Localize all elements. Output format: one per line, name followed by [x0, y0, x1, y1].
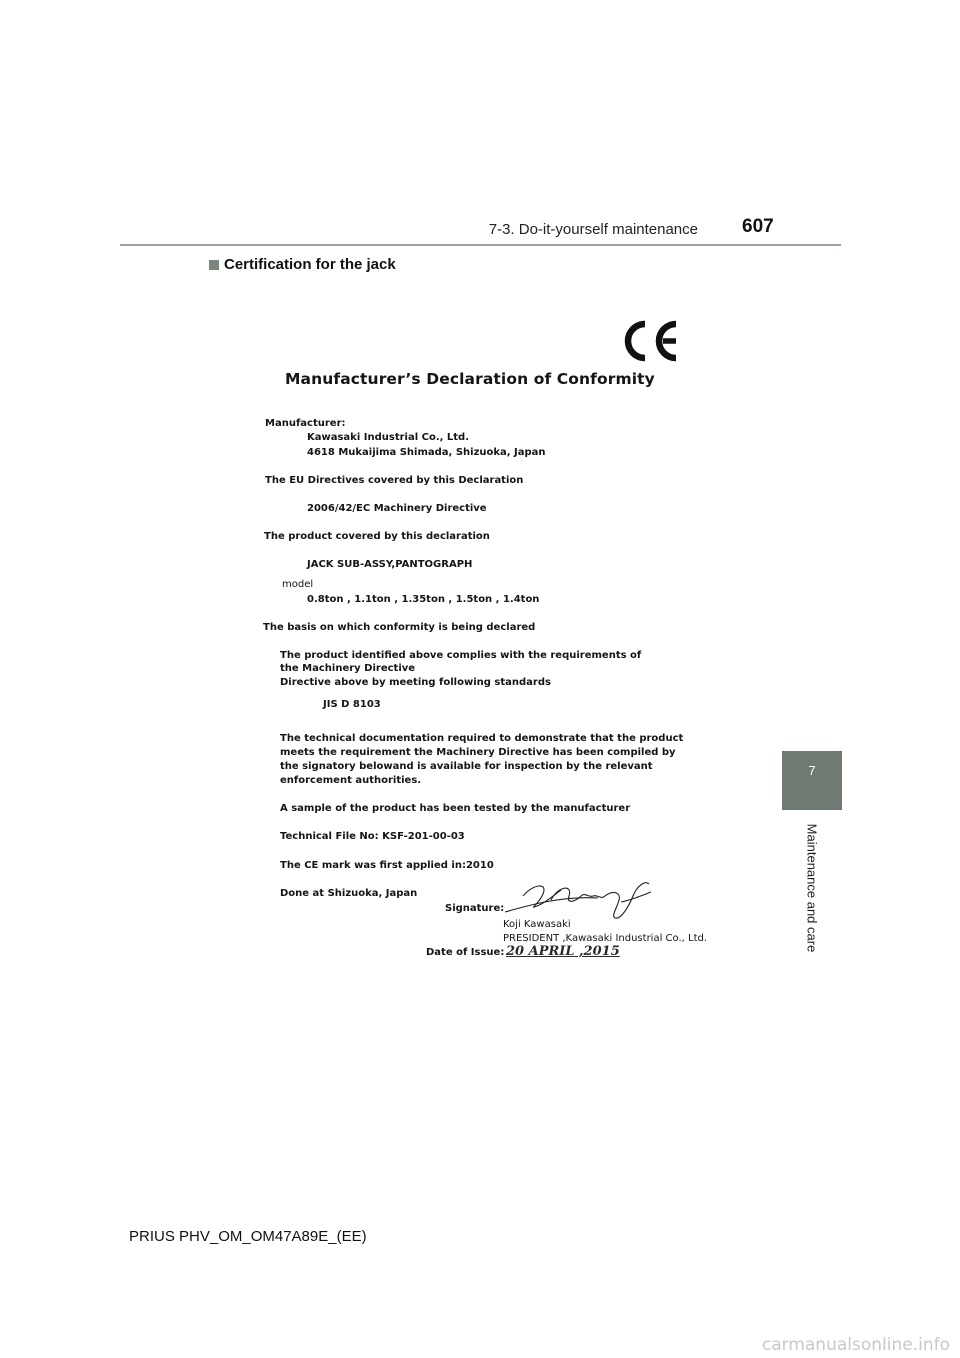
model-list: 0.8ton , 1.1ton , 1.35ton , 1.5ton , 1.4ton — [307, 594, 540, 605]
manufacturer-name: Kawasaki Industrial Co., Ltd. — [307, 432, 470, 443]
ce-first-applied: The CE mark was first applied in:2010 — [280, 860, 494, 871]
basis-line-3: Directive above by meeting following standards — [280, 677, 551, 688]
sample-statement: A sample of the product has been tested by the manufacturer — [280, 803, 631, 814]
model-label: model — [282, 579, 314, 590]
signatory-name: Koji Kawasaki — [503, 919, 571, 930]
section-heading-text: Certification for the jack — [224, 256, 396, 273]
page-number: 607 — [742, 216, 774, 237]
product-label: The product covered by this declaration — [264, 531, 490, 542]
basis-line-2: the Machinery Directive — [280, 663, 416, 674]
site-watermark: carmanualsonline.info — [761, 1335, 950, 1355]
documentation-line-3: the signatory belowand is available for inspection by the relevant — [280, 761, 653, 772]
chapter-tab-label: Maintenance and care — [804, 823, 820, 953]
product-name: JACK SUB-ASSY,PANTOGRAPH — [307, 559, 473, 570]
standard-name: JIS D 8103 — [323, 699, 381, 710]
directives-label: The EU Directives covered by this Declaration — [265, 475, 524, 486]
chapter-tab-number: 7 — [808, 763, 816, 778]
document-code-footer: PRIUS PHV_OM_OM47A89E_(EE) — [129, 1228, 367, 1245]
documentation-line-1: The technical documentation required to demonstrate that the product — [280, 733, 684, 744]
documentation-line-4: enforcement authorities. — [280, 775, 422, 786]
done-at: Done at Shizuoka, Japan — [280, 888, 418, 899]
date-label: Date of Issue: — [426, 947, 505, 958]
directive-name: 2006/42/EC Machinery Directive — [307, 503, 487, 514]
basis-line-1: The product identified above complies with the requirements of — [280, 650, 642, 661]
header-section-title: 7-3. Do-it-yourself maintenance — [488, 221, 698, 238]
manufacturer-label: Manufacturer: — [265, 418, 346, 429]
declaration-title: Manufacturer’s Declaration of Conformity — [285, 370, 655, 388]
ce-mark-icon — [618, 318, 680, 364]
signature-label: Signature: — [445, 903, 505, 914]
signatory-title: PRESIDENT ,Kawasaki Industrial Co., Ltd. — [503, 933, 708, 944]
technical-file-number: Technical File No: KSF-201-00-03 — [280, 831, 465, 842]
date-of-issue: 20 APRIL ,2015 — [506, 944, 620, 959]
documentation-line-2: meets the requirement the Machinery Directive has been compiled by — [280, 747, 676, 758]
manufacturer-address: 4618 Mukaijima Shimada, Shizuoka, Japan — [307, 447, 546, 458]
basis-label: The basis on which conformity is being declared — [263, 622, 536, 633]
signature-image — [503, 876, 653, 922]
